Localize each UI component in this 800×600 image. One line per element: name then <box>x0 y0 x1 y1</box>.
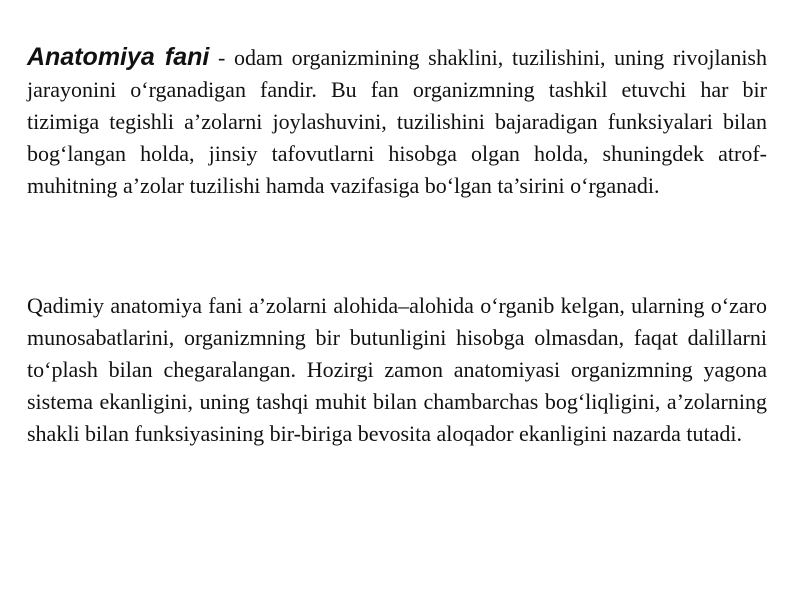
history-paragraph: Qadimiy anatomiya fani a’zolarni alohida–alohida o‘rganib kelgan, ularning o‘zaro munosabatlarini, organizmning bir butunligini hisobga olmasdan, faqat dalillarni to‘plash bilan chegaralangan. Hozirgi zamon anatomiyasi organizmning yagona sistema ekanligini, uning tashqi muhit bilan chambarchas bog‘liqligini, a’zolarning shakli bilan funksiyasining bir-biriga bevosita aloqador ekanligini nazarda tutadi. <box>27 293 767 446</box>
definition-text: - odam organizmining shaklini, tuzilishini, uning rivojlanish jarayonini o‘rganadigan fandir. Bu fan organizmning tashkil etuvchi har bir tizimiga tegishli a’zolarni joylashuvini, tuzilishini bajaradigan funksiyalari bilan bog‘langan holda, jinsiy tafovutlarni hisobga olgan holda, shuningdek atrof-muhitning a’zolar tuzilishi hamda vazifasiga bo‘lgan ta’sirini o‘rganadi. <box>27 45 767 198</box>
term-anatomiya-fani: Anatomiya fani <box>27 43 210 71</box>
definition-paragraph <box>27 41 767 202</box>
